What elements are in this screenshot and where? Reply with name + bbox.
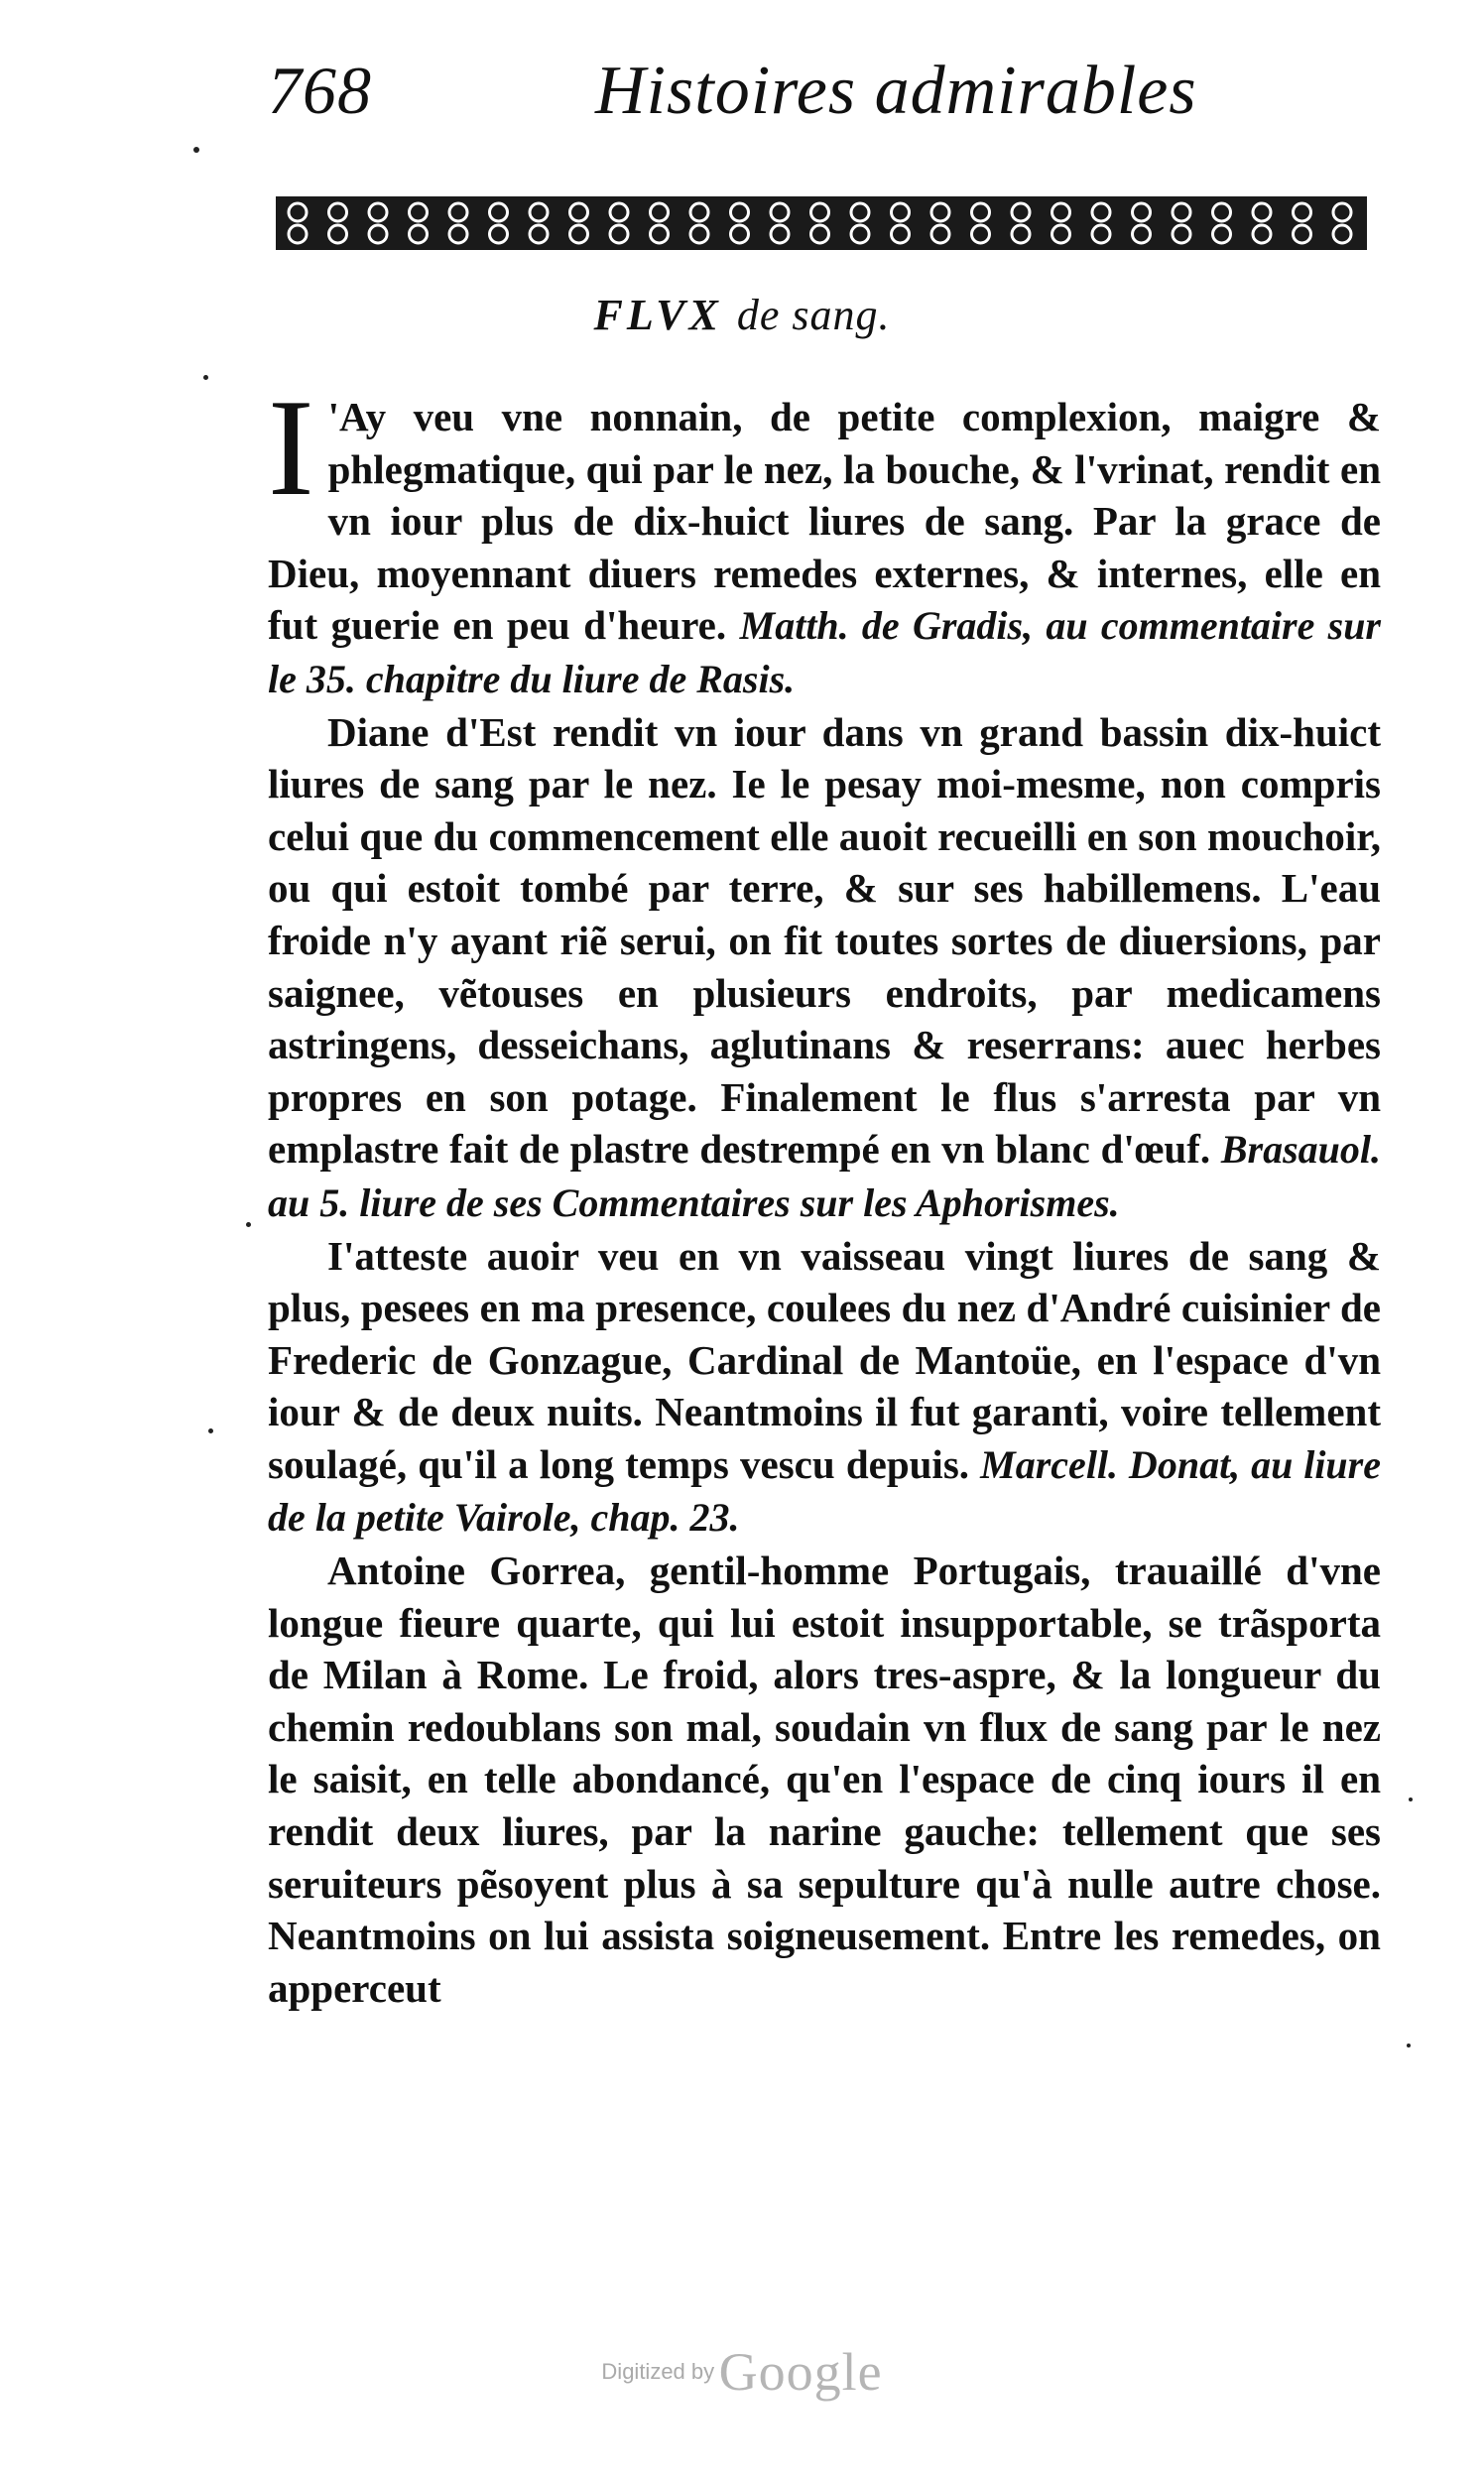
digitization-footer: [0, 2341, 1484, 2403]
citation: Brasauol. au 5. liure de ses Commentaires sur les Aphorismes.: [268, 1127, 1381, 1225]
paragraph-text: I'atteste auoir veu en vn vaisseau vingt liures de sang & plus, pesees en ma presence, coulees du nez d'André cuisinier de Frederic de Gonzague, Cardinal de Mantoüe, en l'espace d'vn iour & de deux nuits. Neantmoins il fut garanti, voire tellement soulagé, qu'il a long temps vescu depuis.: [268, 1232, 1381, 1487]
section-title: [0, 290, 1484, 340]
paragraph-3: [268, 1230, 1381, 1546]
page-number: 768: [268, 53, 372, 128]
running-title: Histoires admirables: [595, 53, 1197, 129]
digitized-by-label: Digitized by: [601, 2359, 715, 2384]
ornamental-band: [276, 188, 1367, 258]
paragraph-1: [268, 371, 1382, 706]
page-header: [268, 52, 1379, 141]
paragraph-text: Antoine Gorrea, gentil-homme Portugais, trauaillé d'vne longue fieure quarte, qui lui estoit insupportable, se trãsporta de Milan à Rome. Le froid, alors tres-aspre, & la longueur du chemin redoublans son mal, soudain vn flux de sang par le nez le saisit, en telle abondancé, qu'en l'espace de cinq iours il en rendit deux liures, par la narine gauche: tellement que ses seruiteurs pẽsoyent plus à sa sepulture qu'à nulle autre chose. Neantmoins on lui assista soigneusement. Entre les remedes, on apperceut: [268, 1548, 1381, 2011]
body-text: [268, 371, 1382, 2014]
paragraph-4: [268, 1545, 1381, 2014]
paragraph-2: [268, 706, 1381, 1230]
section-title-sub: de sang.: [736, 291, 891, 339]
citation: Matth. de Gradis, au commentaire sur le 35. chapitre du liure de Rasis.: [268, 603, 1382, 701]
paragraph-text: Diane d'Est rendit vn iour dans vn grand bassin dix-huict liures de sang par le nez. Ie le pesay moi-mesme, non compris celui que du commencement elle auoit recueilli en son mouchoir, ou qui estoit tombé par terre, & sur ses habillemens. L'eau froide n'y ayant riẽ serui, on fit toutes sortes de diuersions, par saignee, vẽtouses en plusieurs endroits, par medicamens astringens, desseichans, aglutinans & reserrans: auec herbes propres en son potage. Finalement le flus s'arresta par vn emplastre fait de plastre destrempé en vn blanc d'œuf.: [268, 708, 1381, 1173]
section-title-main: FLVX: [593, 291, 722, 339]
drop-cap: I: [268, 371, 314, 525]
google-logo: Google: [718, 2342, 883, 2402]
paragraph-text: 'Ay veu vne nonnain, de petite complexion, maigre & phlegmatique, qui par le nez, la bouche, & l'vrinat, rendit en vn iour plus de dix-huict liures de sang. Par la grace de Dieu, moyennant diuers remedes externes, & internes, elle en fut guerie en peu d'heure.: [268, 394, 1381, 649]
citation: Marcell. Donat, au liure de la petite Vairole, chap. 23.: [268, 1441, 1381, 1541]
